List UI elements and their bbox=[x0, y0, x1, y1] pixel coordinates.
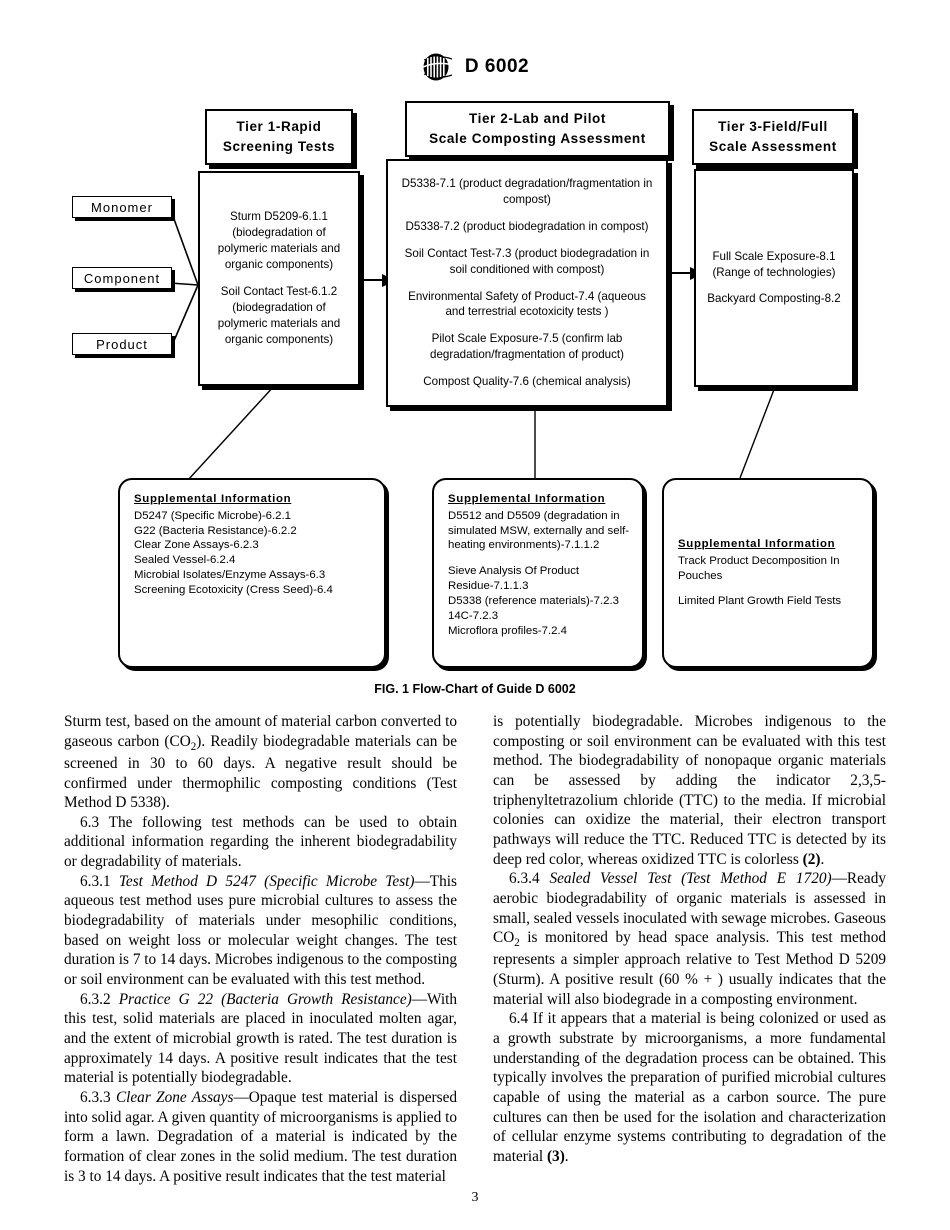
input-box-component[interactable] bbox=[72, 267, 172, 289]
tier2-header-box bbox=[405, 101, 670, 157]
tier3-heading-line2: Scale Assessment bbox=[709, 139, 837, 154]
section-text-6-3-4-a: —Ready aerobic biodegradability of organic materials is assessed in small, sealed vessels inoculated with sewage microbes. Gaseous CO bbox=[493, 870, 887, 947]
input-box-product-label: Product bbox=[96, 336, 148, 352]
tier2-paragraph-3: Environmental Safety of Product-7.4 (aqueous and terrestrial ecotoxicity tests ) bbox=[408, 289, 646, 319]
tier1-heading-line2: Screening Tests bbox=[222, 139, 336, 154]
tier2-paragraph-1: D5338-7.2 (product biodegradation in compost) bbox=[405, 219, 649, 233]
supplemental-2-line-5: Residue-7.1.1.3 bbox=[448, 580, 529, 593]
paragraph-sturm-continuation: Sturm test, based on the amount of material carbon converted to gaseous carbon $(CO_2)$. Readily biodegradable materials can be screened in 30 to 60 days. A negative result should be confirmed under thermophilic composting conditions (Test Method D 5338). bbox=[64, 713, 457, 812]
supplemental-2-line-6: D5338 (reference materials)-7.2.3 bbox=[448, 594, 619, 607]
input-box-monomer[interactable] bbox=[72, 196, 172, 218]
input-box-monomer-label: Monomer bbox=[91, 199, 153, 215]
section-title-6-3-1: Test Method D 5247 (Specific Microbe Test) bbox=[118, 872, 415, 890]
section-text-6-3-1: —This aqueous test method uses pure microbial cultures to assess the biodegradability of materials under mesophilic conditions, based on weight loss or molecular weight changes. The test duration is 7 to 14 days. Microbes indigenous to the composting or soil environment can be evaluated with this test method. bbox=[64, 872, 458, 989]
page-number: 3 bbox=[471, 1190, 479, 1205]
supplemental-1-line-1: G22 (Bacteria Resistance)-6.2.2 bbox=[134, 524, 297, 537]
supplemental-2-line-2: heating environments)-7.1.1.2 bbox=[448, 539, 600, 552]
co2-subscript: 2 bbox=[514, 937, 520, 950]
tier1-paragraph-0: Sturm D5209-6.1.1 (biodegradation of polymeric materials and organic components) bbox=[217, 210, 341, 272]
section-number-6-3-1: 6.3.1 bbox=[80, 872, 111, 890]
section-title-6-3-3: Clear Zone Assays bbox=[115, 1089, 234, 1106]
supplemental-3-line-1: Pouches bbox=[678, 569, 723, 582]
tier3-body-box bbox=[694, 169, 854, 387]
reference-2: (2) bbox=[802, 850, 821, 868]
page-header bbox=[0, 52, 950, 82]
standard-designation: D 6002 bbox=[464, 56, 530, 77]
supplemental-3-line-3: Limited Plant Growth Field Tests bbox=[678, 595, 842, 608]
supplemental-2-line-8: Microflora profiles-7.2.4 bbox=[448, 624, 568, 637]
tier1-heading-line1: Tier 1-Rapid bbox=[236, 119, 322, 135]
section-text-6-3-3: —Opaque test material is dispersed into solid agar. A given quantity of microorganisms is applied to form a lawn. Degradation of a material is indicated by the formation of clear zones in the solid medium. The test duration is 3 to 14 days. A positive result indicates that the test material bbox=[64, 1089, 458, 1185]
tier1-header-box bbox=[205, 109, 353, 165]
tier2-body-box bbox=[386, 159, 668, 407]
tier2-paragraph-0: D5338-7.1 (product degradation/fragmentation in compost) bbox=[401, 176, 653, 206]
paragraph-6-3-4 bbox=[493, 869, 886, 1009]
supplemental-2-line-4: Sieve Analysis Of Product bbox=[448, 565, 580, 578]
astm-logo-icon bbox=[421, 52, 455, 82]
section-title-6-3-4: Sealed Vessel Test (Test Method E 1720) bbox=[549, 870, 832, 888]
supplemental-2-spacer bbox=[448, 553, 628, 564]
section-text-6-3-4-b: is monitored by head space analysis. This test method represents a simpler approach relative to Test Method D 5209 (Sturm). A positive result (60 % + ) usually indicates that the material will also biodegrade in a composting environment. bbox=[493, 929, 886, 1008]
supplemental-1-title: Supplemental Information bbox=[134, 493, 292, 505]
tier3-header-box bbox=[692, 109, 854, 165]
tier3-heading-line1: Tier 3-Field/Full bbox=[718, 119, 828, 135]
tier2-heading-line2: Scale Composting Assessment bbox=[429, 131, 646, 146]
paragraph-6-3-3 bbox=[64, 1088, 457, 1186]
tier1-body-box bbox=[198, 171, 360, 386]
section-text-6-3-2: —With this test, solid materials are placed in inoculated molten agar, and the extent of microbial growth is rated. The test duration is approximately 14 days. A positive result indicates that the test material is potentially biodegradable. bbox=[64, 990, 457, 1087]
tier2-paragraph-5: Compost Quality-7.6 (chemical analysis) bbox=[423, 375, 631, 389]
body-columns bbox=[64, 712, 886, 1186]
section-number-6-3-3: 6.3.3 bbox=[80, 1089, 111, 1106]
flow-chart-figure bbox=[0, 95, 950, 695]
section-title-6-3-2: Practice G 22 (Bacteria Growth Resistance) bbox=[118, 990, 412, 1008]
supplemental-3-spacer bbox=[678, 583, 858, 594]
supplemental-2-line-0: D5512 and D5509 (degradation in bbox=[448, 509, 620, 522]
supplemental-2-title: Supplemental Information bbox=[448, 493, 606, 505]
supplemental-1-line-3: Sealed Vessel-6.2.4 bbox=[134, 554, 236, 567]
tier3-paragraph-1: Backyard Composting-8.2 bbox=[707, 292, 841, 306]
supplemental-3-title: Supplemental Information bbox=[678, 537, 836, 550]
supplemental-info-box-3 bbox=[662, 478, 874, 668]
paragraph-6-3-1 bbox=[64, 872, 457, 990]
left-column bbox=[64, 712, 457, 1186]
section-text-6-4: 6.4 If it appears that a material is being colonized or used as a growth substrate by microorganisms, a more fundamental understanding of the degradation process can be obtained. This typically involves the preparation of purified microbial cultures capable of using the material as a carbon source. The pure cultures can then be used for the isolation and characterization of cellular enzyme systems contributing to degradation of the material bbox=[493, 1010, 886, 1165]
reference-3: (3) bbox=[546, 1147, 565, 1165]
supplemental-2-line-7: 14C-7.2.3 bbox=[448, 609, 499, 622]
tier2-heading-line1: Tier 2-Lab and Pilot bbox=[468, 111, 607, 127]
paragraph-6-3: 6.3 The following test methods can be used to obtain additional information regarding the inherent biodegradability or degradability of materials. bbox=[64, 813, 457, 871]
supplemental-3-line-0: Track Product Decomposition In bbox=[678, 554, 840, 567]
supplemental-1-line-5: Screening Ecotoxicity (Cress Seed)-6.4 bbox=[134, 583, 333, 596]
input-box-component-label: Component bbox=[83, 270, 161, 286]
supplemental-1-line-0: D5247 (Specific Microbe)-6.2.1 bbox=[134, 509, 292, 522]
tier1-paragraph-1: Soil Contact Test-6.1.2 (biodegradation of polymeric materials and organic components) bbox=[217, 285, 341, 346]
paragraph-6-4: 6.4 If it appears that a material is being colonized or used as a growth substrate by microorganisms, a more fundamental understanding of the degradation process can be obtained. This typically involves the preparation of purified microbial cultures capable of using the material as a carbon source. The pure cultures can then be used for the isolation and characterization of cellular enzyme systems contributing to degradation of the material (3). bbox=[493, 1010, 886, 1165]
input-box-product[interactable] bbox=[72, 333, 172, 355]
supplemental-2-line-1: simulated MSW, externally and self- bbox=[448, 524, 630, 537]
figure-caption: FIG. 1 Flow-Chart of Guide D 6002 bbox=[374, 682, 576, 696]
paragraph-6-3-3-continuation: is potentially biodegradable. Microbes indigenous to the composting or soil environment can be evaluated with this test method. The biodegradability of nonopaque organic materials can be assessed by adding the indicator 2,3,5-triphenyltetrazolium chloride (TTC) to the media. If microbial colonies can oxidize the material, their electron transport pathways will reduce the TTC. Reduced TTC is detected by its deep red color, whereas oxidized TTC is colorless (2). bbox=[493, 713, 886, 868]
tier2-paragraph-4: Pilot Scale Exposure-7.5 (confirm lab degradation/fragmentation of product) bbox=[430, 332, 624, 362]
paragraph-6-3-2 bbox=[64, 990, 457, 1088]
tier3-paragraph-0: Full Scale Exposure-8.1 (Range of technologies) bbox=[712, 249, 836, 279]
section-text-6-3-3-cont: is potentially biodegradable. Microbes indigenous to the composting or soil environment can be evaluated with this test method. The biodegradability of nonopaque organic materials can be assessed by adding the indicator 2,3,5-triphenyltetrazolium chloride (TTC) to the media. If microbial colonies can oxidize the material, their electron transport pathways will reduce the TTC. Reduced TTC is detected by its deep red color, whereas oxidized TTC is colorless bbox=[493, 713, 886, 868]
supplemental-info-box-1 bbox=[118, 478, 386, 668]
right-column bbox=[493, 712, 886, 1186]
section-number-6-3-2: 6.3.2 bbox=[80, 990, 111, 1008]
section-number-6-3-4: 6.3.4 bbox=[509, 870, 540, 888]
supplemental-1-line-2: Clear Zone Assays-6.2.3 bbox=[134, 539, 259, 552]
supplemental-info-box-2 bbox=[432, 478, 644, 668]
tier2-paragraph-2: Soil Contact Test-7.3 (product biodegradation in soil conditioned with compost) bbox=[404, 246, 650, 276]
supplemental-1-line-4: Microbial Isolates/Enzyme Assays-6.3 bbox=[134, 569, 326, 582]
